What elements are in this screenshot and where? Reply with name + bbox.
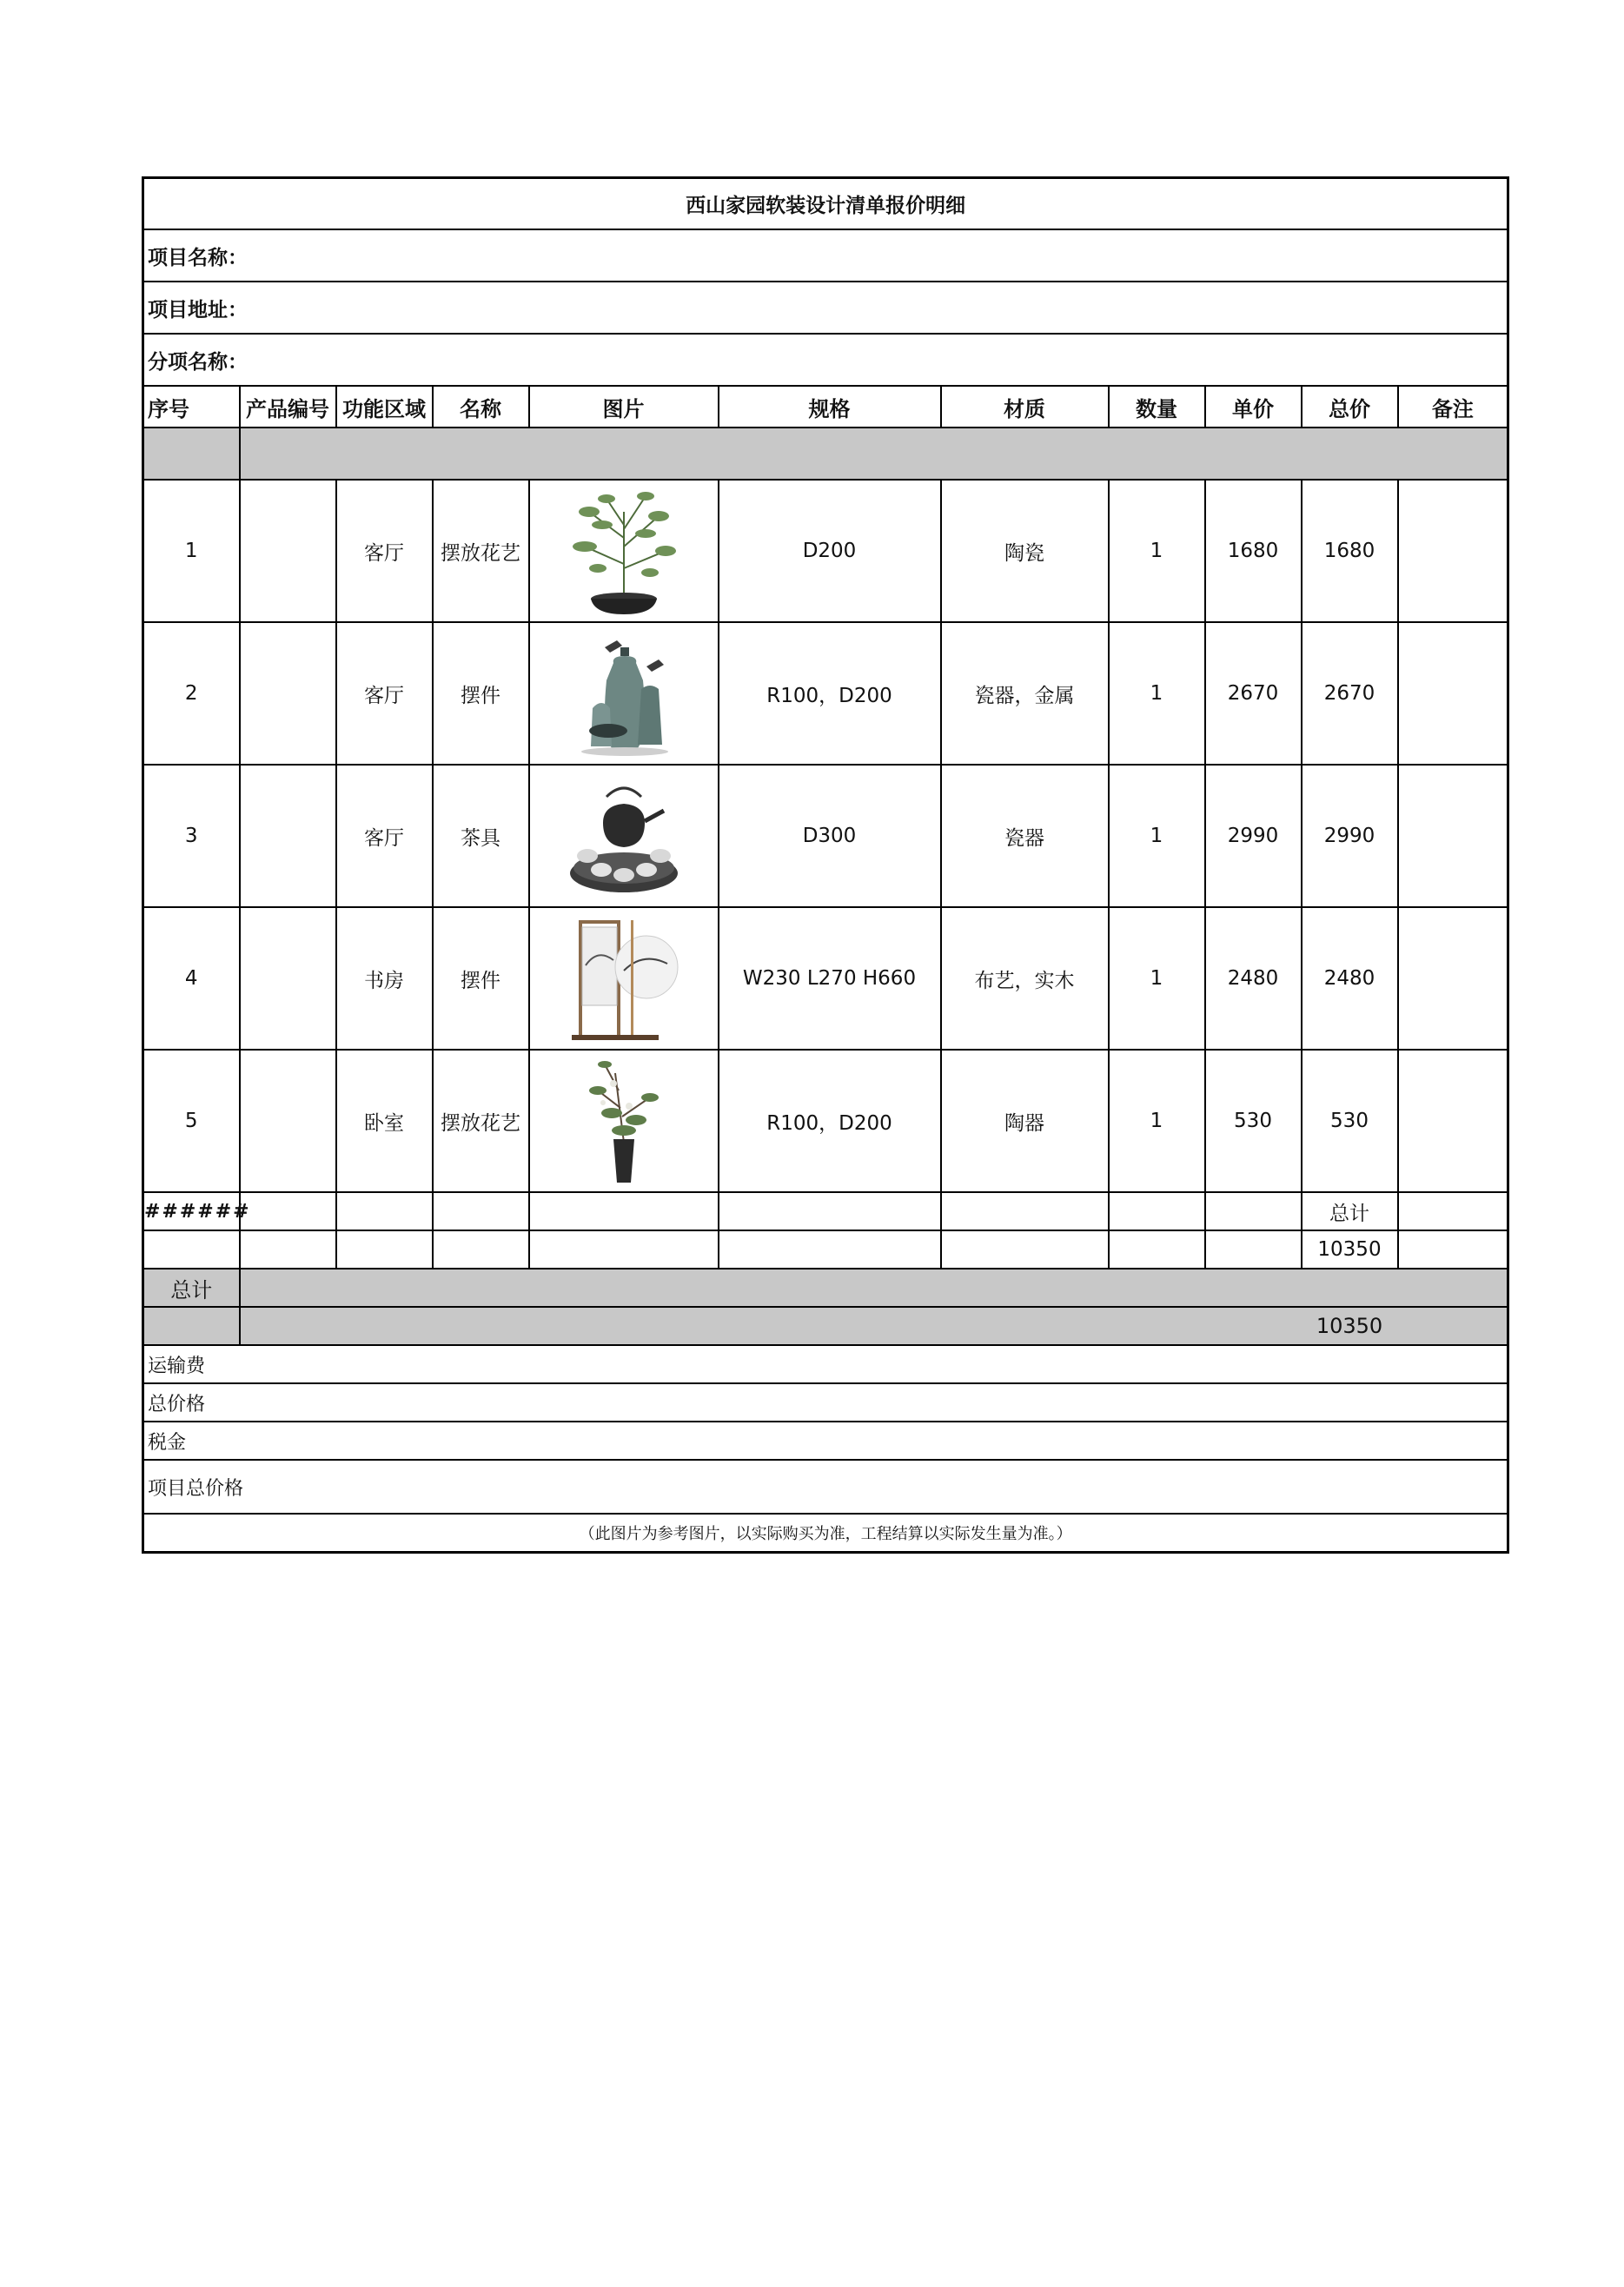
cell-total: 2990: [1302, 765, 1398, 907]
col-header-total: 总价: [1302, 386, 1398, 428]
cell-remark: [1398, 480, 1508, 622]
subitem-name-label: 分项名称：: [143, 334, 1508, 386]
grand-total-label-span: [240, 1269, 1508, 1307]
cell-spec: D300: [719, 765, 941, 907]
project-address-label: 项目地址：: [143, 282, 1508, 334]
cell-material: 陶瓷: [941, 480, 1109, 622]
ceramic-vases-icon: [563, 628, 685, 759]
cell-material: 瓷器，金属: [941, 622, 1109, 765]
reference-note: （此图片为参考图片，以实际购买为准，工程结算以实际发生量为准。）: [143, 1514, 1508, 1553]
table-row: [143, 622, 1508, 765]
cell-spec: R100，D200: [719, 1050, 941, 1192]
empty-cell: [433, 1230, 529, 1269]
flower-arrangement-icon: [563, 1056, 685, 1186]
empty-cell: [1398, 1230, 1508, 1269]
cell-unit-price: 2670: [1205, 622, 1302, 765]
cell-name: 茶具: [433, 765, 529, 907]
cell-area: 客厅: [336, 480, 433, 622]
potted-plant-icon: [563, 486, 685, 616]
grand-total-label-row: [143, 1269, 1508, 1307]
cell-remark: [1398, 1050, 1508, 1192]
empty-cell: [529, 1230, 719, 1269]
empty-cell: [1398, 1192, 1508, 1230]
empty-cell: [719, 1192, 941, 1230]
grand-total-value-row: [143, 1307, 1508, 1345]
cell-unit-price: 2480: [1205, 907, 1302, 1050]
empty-cell: [1205, 1230, 1302, 1269]
overflow-cell: ######: [143, 1192, 240, 1230]
cell-area: 客厅: [336, 765, 433, 907]
cell-code: [240, 765, 336, 907]
col-header-image: 图片: [529, 386, 719, 428]
subtotal-value: 10350: [1302, 1230, 1398, 1269]
section-band-cell: [143, 428, 240, 480]
cell-no: 4: [143, 907, 240, 1050]
cell-qty: 1: [1109, 907, 1205, 1050]
col-header-spec: 规格: [719, 386, 941, 428]
cell-area: 卧室: [336, 1050, 433, 1192]
screen-ornament-icon: [563, 913, 685, 1044]
table-row: [143, 480, 1508, 622]
subtotal-label-row: [143, 1192, 1508, 1230]
sheet-title: 西山家园软装设计清单报价明细: [143, 178, 1508, 230]
table-row: [143, 765, 1508, 907]
empty-cell: [240, 1192, 336, 1230]
tea-set-icon: [563, 771, 685, 901]
col-header-unit-price: 单价: [1205, 386, 1302, 428]
cell-remark: [1398, 622, 1508, 765]
cell-image: [529, 480, 719, 622]
cell-spec: W230 L270 H660: [719, 907, 941, 1050]
cell-qty: 1: [1109, 1050, 1205, 1192]
project-name-label: 项目名称：: [143, 229, 1508, 282]
cell-total: 2670: [1302, 622, 1398, 765]
empty-cell: [719, 1230, 941, 1269]
col-header-code: 产品编号: [240, 386, 336, 428]
cell-material: 布艺，实木: [941, 907, 1109, 1050]
cell-no: 2: [143, 622, 240, 765]
table-row: [143, 1050, 1508, 1192]
cell-code: [240, 1050, 336, 1192]
project-total-price-label: 项目总价格: [143, 1460, 1508, 1514]
tax-label: 税金: [143, 1422, 1508, 1460]
cell-name: 摆放花艺: [433, 1050, 529, 1192]
cell-area: 客厅: [336, 622, 433, 765]
grand-total-label: 总计: [143, 1269, 240, 1307]
col-header-name: 名称: [433, 386, 529, 428]
cell-no: 3: [143, 765, 240, 907]
cell-qty: 1: [1109, 480, 1205, 622]
subtotal-label: 总计: [1302, 1192, 1398, 1230]
col-header-material: 材质: [941, 386, 1109, 428]
cell-spec: R100，D200: [719, 622, 941, 765]
empty-cell: [1205, 1192, 1302, 1230]
cell-name: 摆放花艺: [433, 480, 529, 622]
cell-remark: [1398, 765, 1508, 907]
section-band: [143, 428, 1508, 480]
cell-no: 5: [143, 1050, 240, 1192]
grand-total-mid: [240, 1307, 1302, 1345]
cell-image: [529, 1050, 719, 1192]
cell-unit-price: 530: [1205, 1050, 1302, 1192]
col-header-area: 功能区域: [336, 386, 433, 428]
empty-cell: [433, 1192, 529, 1230]
col-header-remark: 备注: [1398, 386, 1508, 428]
grand-total-end: [1398, 1307, 1508, 1345]
cell-material: 陶器: [941, 1050, 1109, 1192]
empty-cell: [529, 1192, 719, 1230]
empty-cell: [1109, 1230, 1205, 1269]
cell-code: [240, 480, 336, 622]
freight-label: 运输费: [143, 1345, 1508, 1383]
cell-qty: 1: [1109, 622, 1205, 765]
quotation-table: [142, 176, 1509, 1554]
section-band-span: [240, 428, 1508, 480]
cell-image: [529, 622, 719, 765]
cell-image: [529, 765, 719, 907]
empty-cell: [336, 1230, 433, 1269]
cell-code: [240, 622, 336, 765]
total-price-label: 总价格: [143, 1383, 1508, 1422]
empty-cell: [941, 1192, 1109, 1230]
col-header-no: 序号: [143, 386, 240, 428]
grand-total-value: 10350: [1302, 1307, 1398, 1345]
cell-spec: D200: [719, 480, 941, 622]
column-header-row: [143, 386, 1508, 428]
cell-total: 1680: [1302, 480, 1398, 622]
cell-material: 瓷器: [941, 765, 1109, 907]
cell-total: 2480: [1302, 907, 1398, 1050]
empty-cell: [336, 1192, 433, 1230]
cell-qty: 1: [1109, 765, 1205, 907]
cell-image: [529, 907, 719, 1050]
grand-total-blank: [143, 1307, 240, 1345]
cell-no: 1: [143, 480, 240, 622]
cell-total: 530: [1302, 1050, 1398, 1192]
empty-cell: [143, 1230, 240, 1269]
empty-cell: [941, 1230, 1109, 1269]
cell-area: 书房: [336, 907, 433, 1050]
cell-unit-price: 2990: [1205, 765, 1302, 907]
subtotal-value-row: [143, 1230, 1508, 1269]
cell-name: 摆件: [433, 907, 529, 1050]
cell-remark: [1398, 907, 1508, 1050]
cell-name: 摆件: [433, 622, 529, 765]
empty-cell: [240, 1230, 336, 1269]
cell-code: [240, 907, 336, 1050]
table-row: [143, 907, 1508, 1050]
cell-unit-price: 1680: [1205, 480, 1302, 622]
empty-cell: [1109, 1192, 1205, 1230]
col-header-qty: 数量: [1109, 386, 1205, 428]
